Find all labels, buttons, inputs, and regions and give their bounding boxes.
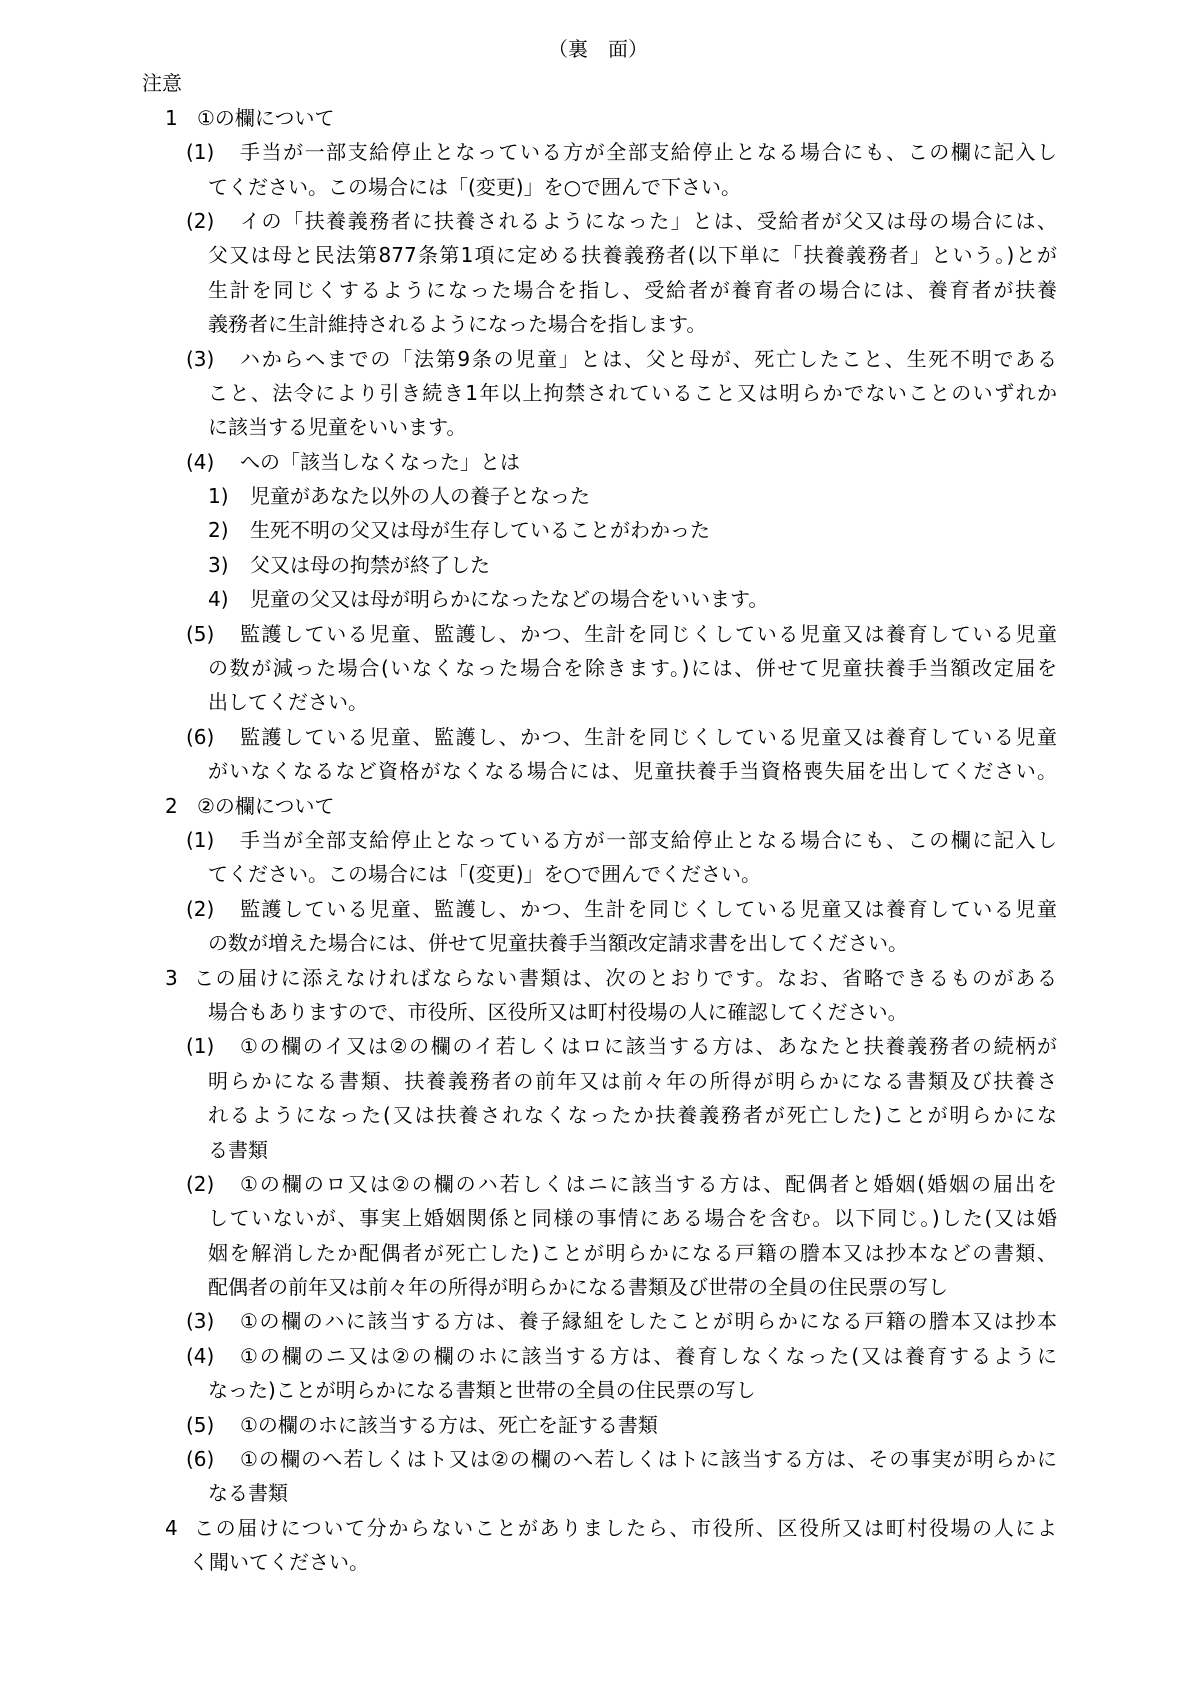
- item-text: く聞いてください。: [189, 1550, 369, 1575]
- notice-line: [0, 513, 1181, 547]
- item-number: 1): [208, 484, 229, 509]
- item-text: への「該当しなくなった」とは: [240, 449, 520, 474]
- item-number: (4): [186, 449, 215, 474]
- notice-line: [0, 170, 1181, 204]
- heading-line: [0, 66, 1181, 100]
- item-text: 姻を解消したか配偶者が死亡した)ことが明らかになる戸籍の謄本又は抄本などの書類、: [208, 1240, 1057, 1265]
- notice-line: [0, 1304, 1181, 1338]
- notice-line: [0, 892, 1181, 926]
- item-number: 2: [165, 793, 178, 818]
- notice-line: [0, 445, 1181, 479]
- notice-line: [0, 1339, 1181, 1373]
- item-text: 父又は母と民法第877条第1項に定める扶養義務者(以下単に「扶養義務者」という。)とが: [208, 243, 1057, 268]
- notice-line: [0, 1476, 1181, 1510]
- item-text: 配偶者の前年又は前々年の所得が明らかになる書類及び世帯の全員の住民票の写し: [208, 1275, 948, 1300]
- notice-line: [0, 479, 1181, 513]
- notice-line: [0, 789, 1181, 823]
- notice-line: [0, 1408, 1181, 1442]
- item-number: 1: [165, 105, 178, 130]
- item-text: 児童の父又は母が明らかになったなどの場合をいいます。: [250, 587, 769, 612]
- item-text: 生計を同じくするようになった場合を指し、受給者が養育者の場合には、養育者が扶養: [208, 277, 1057, 302]
- item-number: (3): [186, 1309, 215, 1334]
- item-text: 監護している児童、監護し、かつ、生計を同じくしている児童又は養育している児童: [240, 621, 1057, 646]
- item-number: 3: [165, 965, 178, 990]
- item-number: 3): [208, 552, 229, 577]
- notice-line: [0, 720, 1181, 754]
- item-number: (1): [186, 827, 215, 852]
- notice-line: [0, 1029, 1181, 1063]
- item-text: ①の欄のニ又は②の欄のホに該当する方は、養育しなくなった(又は養育するように: [240, 1343, 1057, 1368]
- notice-line: [0, 617, 1181, 651]
- item-number: 4: [165, 1515, 178, 1540]
- item-text: ①の欄について: [197, 105, 335, 130]
- notice-line: [0, 273, 1181, 307]
- item-text: てください。この場合には「(変更)」を○で囲んでください。: [208, 862, 762, 887]
- item-number: 2): [208, 518, 229, 543]
- item-text: 生死不明の父又は母が生存していることがわかった: [250, 518, 710, 543]
- item-text: ①の欄のホに該当する方は、死亡を証する書類: [240, 1412, 658, 1437]
- item-text: る書類: [208, 1137, 268, 1162]
- notice-line: [0, 101, 1181, 135]
- notice-line: [0, 204, 1181, 238]
- item-text: に該当する児童をいいます。: [208, 415, 467, 440]
- notice-line: [0, 582, 1181, 616]
- item-text: がいなくなるなど資格がなくなる場合には、児童扶養手当資格喪失届を出してください。: [208, 759, 1057, 784]
- title-line: [0, 32, 1181, 66]
- notice-line: [0, 1270, 1181, 1304]
- item-number: (3): [186, 346, 215, 371]
- item-number: (5): [186, 1412, 215, 1437]
- item-text: なる書類: [208, 1481, 288, 1506]
- item-text: 監護している児童、監護し、かつ、生計を同じくしている児童又は養育している児童: [240, 896, 1057, 921]
- item-text: 明らかになる書類、扶養義務者の前年又は前々年の所得が明らかになる書類及び扶養さ: [208, 1068, 1057, 1093]
- notice-line: [0, 1236, 1181, 1270]
- item-number: (1): [186, 140, 215, 165]
- item-text: していないが、事実上婚姻関係と同様の事情にある場合を含む。以下同じ。)した(又は婚: [208, 1206, 1057, 1231]
- item-text: ①の欄のハに該当する方は、養子縁組をしたことが明らかになる戸籍の謄本又は抄本: [240, 1309, 1057, 1334]
- notice-line: [0, 857, 1181, 891]
- notice-line: [0, 342, 1181, 376]
- section-heading: 注意: [142, 71, 182, 96]
- item-text: れるようになった(又は扶養されなくなったか扶養義務者が死亡した)ことが明らかにな: [208, 1103, 1057, 1128]
- item-number: (5): [186, 621, 215, 646]
- notice-line: [0, 1442, 1181, 1476]
- item-number: (4): [186, 1343, 215, 1368]
- item-text: てください。この場合には「(変更)」を○で囲んで下さい。: [208, 174, 742, 199]
- notice-line: [0, 1201, 1181, 1235]
- item-text: この届けに添えなければならない書類は、次のとおりです。なお、省略できるものがある: [194, 965, 1057, 990]
- item-text: 父又は母の拘禁が終了した: [250, 552, 490, 577]
- notice-line: [0, 135, 1181, 169]
- notice-line: [0, 1545, 1181, 1579]
- item-text: イの「扶養義務者に扶養されるようになった」とは、受給者が父又は母の場合には、: [240, 208, 1057, 233]
- item-number: (2): [186, 208, 215, 233]
- notice-line: [0, 1064, 1181, 1098]
- item-text: の数が増えた場合には、併せて児童扶養手当額改定請求書を出してください。: [208, 931, 908, 956]
- item-text: 手当が一部支給停止となっている方が全部支給停止となる場合にも、この欄に記入し: [240, 140, 1057, 165]
- item-text: この届けについて分からないことがありましたら、市役所、区役所又は町村役場の人によ: [194, 1515, 1057, 1540]
- notice-line: [0, 1133, 1181, 1167]
- item-number: (6): [186, 724, 215, 749]
- item-number: (6): [186, 1447, 215, 1472]
- notice-line: [0, 376, 1181, 410]
- notice-line: [0, 238, 1181, 272]
- notice-line: [0, 548, 1181, 582]
- item-text: ①の欄のイ又は②の欄のイ若しくはロに該当する方は、あなたと扶養義務者の続柄が: [240, 1034, 1057, 1059]
- notice-document: [0, 32, 1181, 1580]
- item-text: 出してください。: [208, 690, 368, 715]
- notice-line: [0, 1373, 1181, 1407]
- item-text: ①の欄のロ又は②の欄のハ若しくはニに該当する方は、配偶者と婚姻(婚姻の届出を: [240, 1171, 1057, 1196]
- item-text: 手当が全部支給停止となっている方が一部支給停止となる場合にも、この欄に記入し: [240, 827, 1057, 852]
- notice-lines: [0, 101, 1181, 1580]
- item-number: (2): [186, 1171, 215, 1196]
- item-text: なった)ことが明らかになる書類と世帯の全員の住民票の写し: [208, 1378, 756, 1403]
- page-title: （裏 面）: [548, 37, 648, 61]
- item-text: 義務者に生計維持されるようになった場合を指します。: [208, 312, 707, 337]
- item-text: ①の欄のへ若しくはト又は②の欄のへ若しくはトに該当する方は、その事実が明らかに: [240, 1447, 1057, 1472]
- notice-line: [0, 1511, 1181, 1545]
- item-number: 4): [208, 587, 229, 612]
- item-text: ハからヘまでの「法第9条の児童」とは、父と母が、死亡したこと、生死不明である: [240, 346, 1057, 371]
- notice-line: [0, 307, 1181, 341]
- notice-line: [0, 995, 1181, 1029]
- notice-line: [0, 926, 1181, 960]
- item-text: 場合もありますので、市役所、区役所又は町村役場の人に確認してください。: [208, 999, 908, 1024]
- notice-line: [0, 410, 1181, 444]
- notice-line: [0, 651, 1181, 685]
- notice-line: [0, 1167, 1181, 1201]
- notice-line: [0, 754, 1181, 788]
- notice-line: [0, 961, 1181, 995]
- item-number: (1): [186, 1034, 215, 1059]
- notice-line: [0, 685, 1181, 719]
- notice-line: [0, 1098, 1181, 1132]
- item-text: の数が減った場合(いなくなった場合を除きます。)には、併せて児童扶養手当額改定届を: [208, 656, 1057, 681]
- item-text: こと、法令により引き続き1年以上拘禁されていること又は明らかでないことのいずれか: [208, 380, 1057, 405]
- item-number: (2): [186, 896, 215, 921]
- item-text: 児童があなた以外の人の養子となった: [250, 484, 590, 509]
- item-text: 監護している児童、監護し、かつ、生計を同じくしている児童又は養育している児童: [240, 724, 1057, 749]
- notice-line: [0, 823, 1181, 857]
- item-text: ②の欄について: [197, 793, 335, 818]
